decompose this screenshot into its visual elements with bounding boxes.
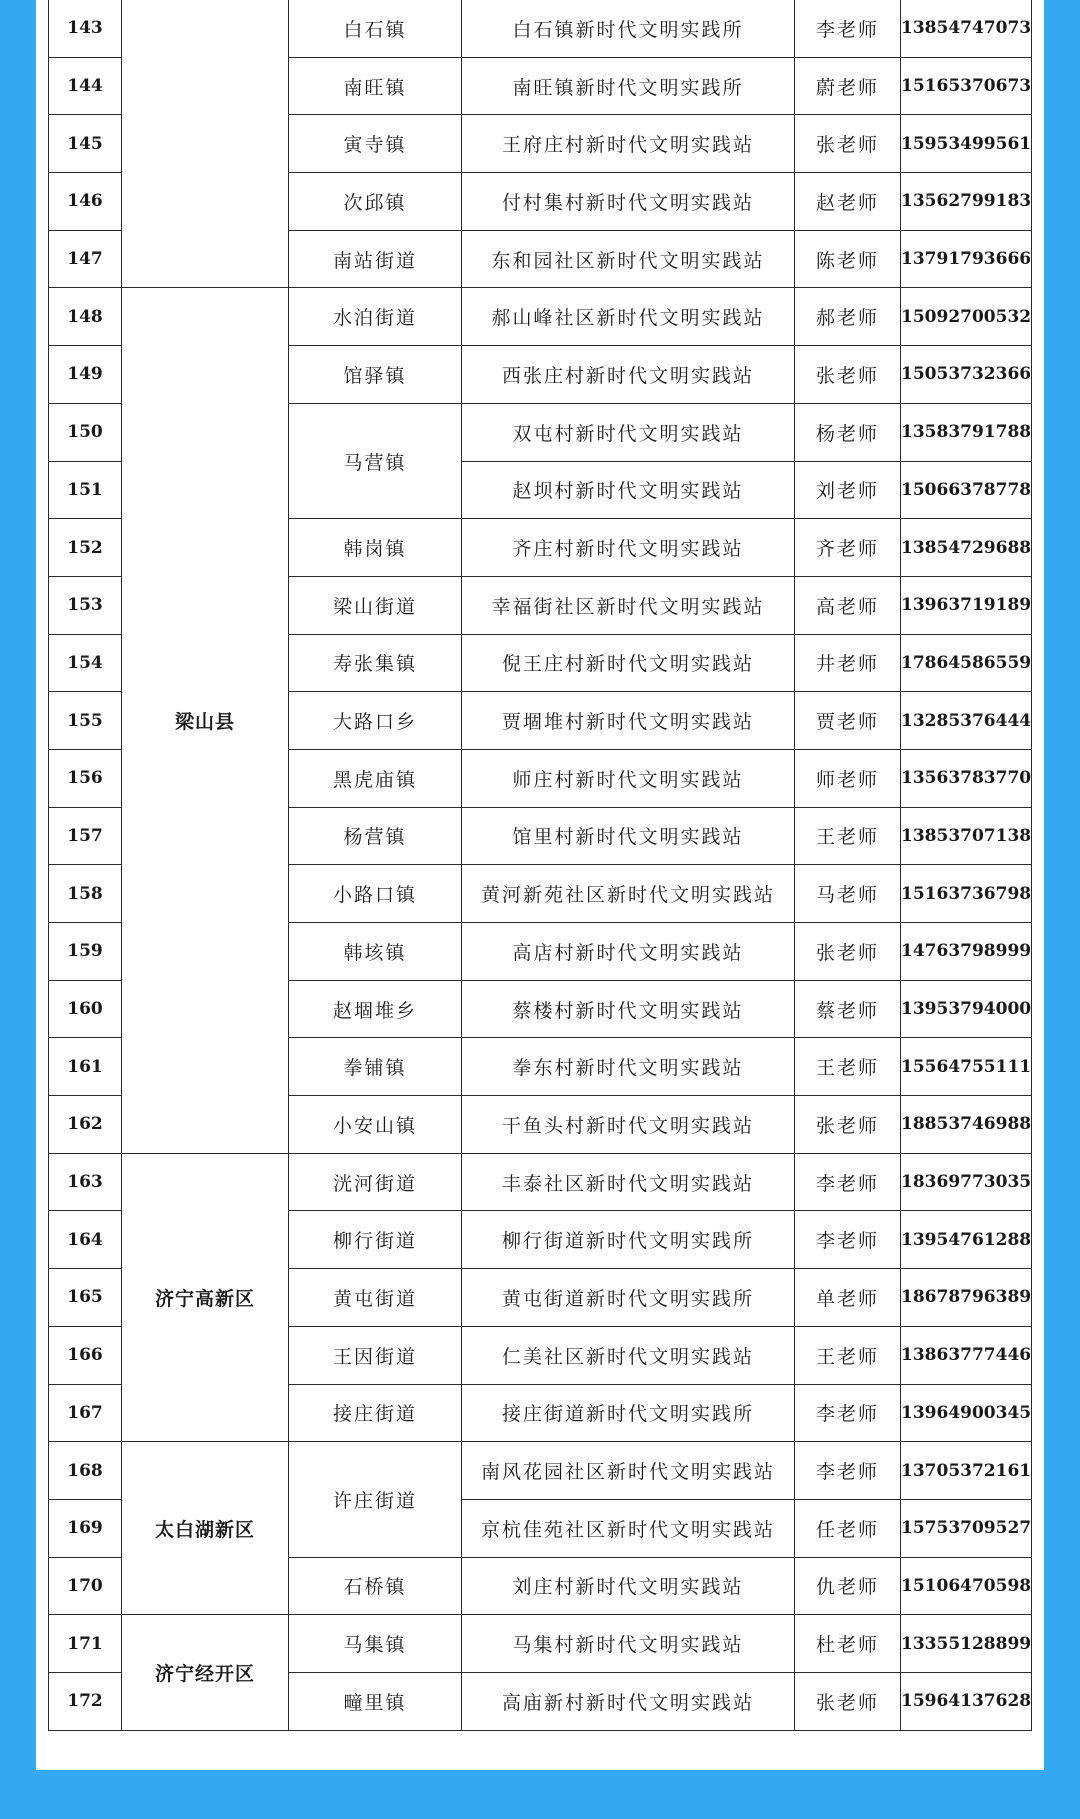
table-row (49, 288, 1032, 346)
contact-cell: 杜老师 (795, 1615, 901, 1673)
phone-cell: 13854729688 (901, 519, 1032, 577)
phone-cell: 15092700532 (901, 288, 1032, 346)
row-number: 169 (49, 1499, 122, 1557)
station-cell: 高庙新村新时代文明实践站 (462, 1672, 795, 1730)
county-cell: 梁山县 (122, 288, 289, 1153)
row-number: 150 (49, 403, 122, 461)
contact-cell: 贾老师 (795, 692, 901, 750)
phone-cell: 13285376444 (901, 692, 1032, 750)
row-number: 171 (49, 1615, 122, 1673)
phone-cell: 13355128899 (901, 1615, 1032, 1673)
town-cell: 次邱镇 (289, 173, 462, 231)
contact-cell: 任老师 (795, 1499, 901, 1557)
phone-cell: 13705372161 (901, 1442, 1032, 1500)
phone-cell: 15106470598 (901, 1557, 1032, 1615)
station-cell: 仁美社区新时代文明实践站 (462, 1326, 795, 1384)
row-number: 149 (49, 346, 122, 404)
town-cell: 黄屯街道 (289, 1269, 462, 1327)
contact-cell: 张老师 (795, 115, 901, 173)
contact-cell: 李老师 (795, 1153, 901, 1211)
station-cell: 王府庄村新时代文明实践站 (462, 115, 795, 173)
station-cell: 东和园社区新时代文明实践站 (462, 230, 795, 288)
table-row (49, 1615, 1032, 1673)
phone-cell: 13954761288 (901, 1211, 1032, 1269)
station-cell: 齐庄村新时代文明实践站 (462, 519, 795, 577)
phone-cell: 13791793666 (901, 230, 1032, 288)
station-cell: 南风花园社区新时代文明实践站 (462, 1442, 795, 1500)
town-cell: 馆驿镇 (289, 346, 462, 404)
county-cell-blank (122, 0, 289, 288)
phone-cell: 13563783770 (901, 749, 1032, 807)
contact-cell: 杨老师 (795, 403, 901, 461)
contact-cell: 刘老师 (795, 461, 901, 519)
contact-cell: 赵老师 (795, 173, 901, 231)
station-cell: 幸福街社区新时代文明实践站 (462, 576, 795, 634)
county-cell: 济宁高新区 (122, 1153, 289, 1441)
row-number: 152 (49, 519, 122, 577)
phone-cell: 15066378778 (901, 461, 1032, 519)
row-number: 157 (49, 807, 122, 865)
town-cell: 石桥镇 (289, 1557, 462, 1615)
row-number: 164 (49, 1211, 122, 1269)
county-cell: 太白湖新区 (122, 1442, 289, 1615)
town-cell: 梁山街道 (289, 576, 462, 634)
phone-cell: 15163736798 (901, 865, 1032, 923)
station-cell: 倪王庄村新时代文明实践站 (462, 634, 795, 692)
contact-cell: 王老师 (795, 807, 901, 865)
contact-cell: 张老师 (795, 1672, 901, 1730)
phone-cell: 13562799183 (901, 173, 1032, 231)
station-cell: 刘庄村新时代文明实践站 (462, 1557, 795, 1615)
town-cell: 柳行街道 (289, 1211, 462, 1269)
phone-cell: 15753709527 (901, 1499, 1032, 1557)
station-cell: 贾堌堆村新时代文明实践站 (462, 692, 795, 750)
station-cell: 蔡楼村新时代文明实践站 (462, 980, 795, 1038)
row-number: 160 (49, 980, 122, 1038)
town-cell: 韩垓镇 (289, 923, 462, 981)
phone-cell: 14763798999 (901, 923, 1032, 981)
row-number: 172 (49, 1672, 122, 1730)
row-number: 156 (49, 749, 122, 807)
row-number: 163 (49, 1153, 122, 1211)
row-number: 170 (49, 1557, 122, 1615)
row-number: 161 (49, 1038, 122, 1096)
contact-cell: 李老师 (795, 1211, 901, 1269)
phone-cell: 13953794000 (901, 980, 1032, 1038)
row-number: 165 (49, 1269, 122, 1327)
station-cell: 黄河新苑社区新时代文明实践站 (462, 865, 795, 923)
row-number: 166 (49, 1326, 122, 1384)
contact-cell: 蔡老师 (795, 980, 901, 1038)
station-cell: 京杭佳苑社区新时代文明实践站 (462, 1499, 795, 1557)
phone-cell: 15953499561 (901, 115, 1032, 173)
station-cell: 付村集村新时代文明实践站 (462, 173, 795, 231)
contact-cell: 张老师 (795, 1096, 901, 1154)
contact-cell: 仇老师 (795, 1557, 901, 1615)
town-cell: 大路口乡 (289, 692, 462, 750)
station-cell: 柳行街道新时代文明实践所 (462, 1211, 795, 1269)
town-cell: 马集镇 (289, 1615, 462, 1673)
contact-cell: 李老师 (795, 1442, 901, 1500)
contact-cell: 王老师 (795, 1326, 901, 1384)
contact-cell: 李老师 (795, 1384, 901, 1442)
row-number: 143 (49, 0, 122, 57)
row-number: 154 (49, 634, 122, 692)
phone-cell: 13863777446 (901, 1326, 1032, 1384)
contact-cell: 郝老师 (795, 288, 901, 346)
county-cell: 济宁经开区 (122, 1615, 289, 1730)
phone-cell: 18853746988 (901, 1096, 1032, 1154)
row-number: 146 (49, 173, 122, 231)
contact-cell: 陈老师 (795, 230, 901, 288)
town-cell: 小路口镇 (289, 865, 462, 923)
row-number: 148 (49, 288, 122, 346)
contact-cell: 高老师 (795, 576, 901, 634)
row-number: 145 (49, 115, 122, 173)
station-cell: 郝山峰社区新时代文明实践站 (462, 288, 795, 346)
town-cell: 水泊街道 (289, 288, 462, 346)
town-cell: 寅寺镇 (289, 115, 462, 173)
town-cell: 拳铺镇 (289, 1038, 462, 1096)
town-cell: 疃里镇 (289, 1672, 462, 1730)
contact-cell: 李老师 (795, 0, 901, 57)
station-cell: 拳东村新时代文明实践站 (462, 1038, 795, 1096)
town-cell: 马营镇 (289, 403, 462, 518)
row-number: 167 (49, 1384, 122, 1442)
phone-cell: 13854747073 (901, 0, 1032, 57)
phone-cell: 13853707138 (901, 807, 1032, 865)
town-cell: 小安山镇 (289, 1096, 462, 1154)
station-cell: 接庄街道新时代文明实践所 (462, 1384, 795, 1442)
phone-cell: 17864586559 (901, 634, 1032, 692)
phone-cell: 15964137628 (901, 1672, 1032, 1730)
contact-cell: 马老师 (795, 865, 901, 923)
row-number: 151 (49, 461, 122, 519)
contact-cell: 蔚老师 (795, 57, 901, 115)
phone-cell: 13963719189 (901, 576, 1032, 634)
town-cell: 寿张集镇 (289, 634, 462, 692)
station-cell: 白石镇新时代文明实践所 (462, 0, 795, 57)
town-cell: 黑虎庙镇 (289, 749, 462, 807)
row-number: 147 (49, 230, 122, 288)
row-number: 155 (49, 692, 122, 750)
station-cell: 双屯村新时代文明实践站 (462, 403, 795, 461)
contact-cell: 齐老师 (795, 519, 901, 577)
station-cell: 赵坝村新时代文明实践站 (462, 461, 795, 519)
table-row (49, 1153, 1032, 1211)
station-cell: 西张庄村新时代文明实践站 (462, 346, 795, 404)
phone-cell: 13583791788 (901, 403, 1032, 461)
row-number: 144 (49, 57, 122, 115)
town-cell: 白石镇 (289, 0, 462, 57)
station-cell: 丰泰社区新时代文明实践站 (462, 1153, 795, 1211)
contact-cell: 单老师 (795, 1269, 901, 1327)
town-cell: 杨营镇 (289, 807, 462, 865)
row-number: 153 (49, 576, 122, 634)
contact-cell: 师老师 (795, 749, 901, 807)
row-number: 158 (49, 865, 122, 923)
phone-cell: 15053732366 (901, 346, 1032, 404)
station-cell: 师庄村新时代文明实践站 (462, 749, 795, 807)
station-cell: 高店村新时代文明实践站 (462, 923, 795, 981)
phone-cell: 15165370673 (901, 57, 1032, 115)
town-cell: 南站街道 (289, 230, 462, 288)
contact-cell: 张老师 (795, 923, 901, 981)
station-table (48, 0, 1032, 1731)
document-page (36, 0, 1044, 1770)
contact-cell: 张老师 (795, 346, 901, 404)
row-number: 168 (49, 1442, 122, 1500)
row-number: 162 (49, 1096, 122, 1154)
station-cell: 南旺镇新时代文明实践所 (462, 57, 795, 115)
town-cell: 王因街道 (289, 1326, 462, 1384)
station-cell: 黄屯街道新时代文明实践所 (462, 1269, 795, 1327)
town-cell: 接庄街道 (289, 1384, 462, 1442)
town-cell: 韩岗镇 (289, 519, 462, 577)
phone-cell: 18678796389 (901, 1269, 1032, 1327)
station-cell: 马集村新时代文明实践站 (462, 1615, 795, 1673)
station-cell: 干鱼头村新时代文明实践站 (462, 1096, 795, 1154)
contact-cell: 井老师 (795, 634, 901, 692)
table-row (49, 0, 1032, 57)
town-cell: 洸河街道 (289, 1153, 462, 1211)
table-row (49, 1442, 1032, 1500)
phone-cell: 18369773035 (901, 1153, 1032, 1211)
row-number: 159 (49, 923, 122, 981)
phone-cell: 13964900345 (901, 1384, 1032, 1442)
town-cell: 赵堌堆乡 (289, 980, 462, 1038)
town-cell: 南旺镇 (289, 57, 462, 115)
phone-cell: 15564755111 (901, 1038, 1032, 1096)
station-cell: 馆里村新时代文明实践站 (462, 807, 795, 865)
contact-cell: 王老师 (795, 1038, 901, 1096)
town-cell: 许庄街道 (289, 1442, 462, 1557)
